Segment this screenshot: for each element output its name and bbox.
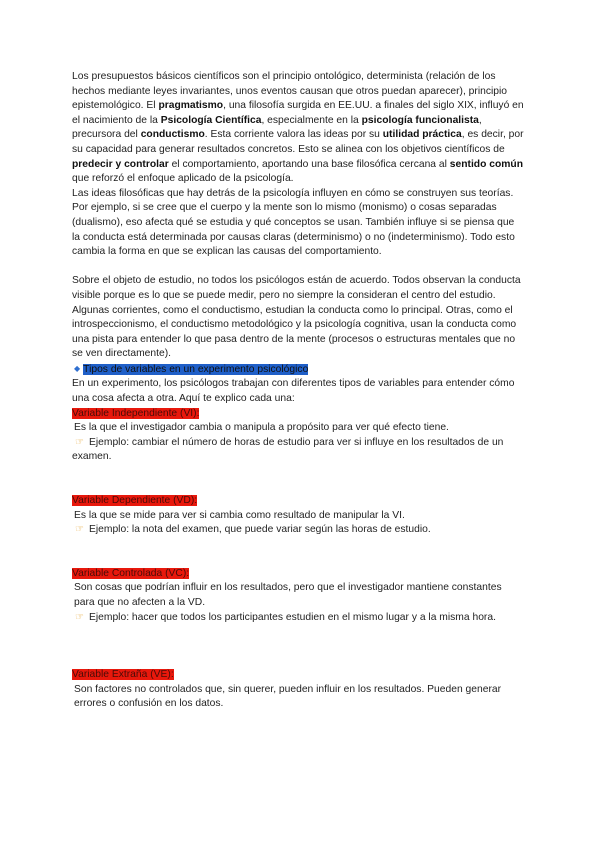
variable-example-vd: ☞ Ejemplo: la nota del examen, que puede variar según las horas de estudio. bbox=[72, 523, 524, 538]
variable-desc-vi: Es la que el investigador cambia o manipula a propósito para ver qué efecto tiene. bbox=[74, 422, 449, 434]
variable-title-ve: Variable Extraña (VE): bbox=[72, 669, 174, 681]
document-page bbox=[72, 70, 524, 712]
variable-example-vi: ☞ Ejemplo: cambiar el número de horas de estudio para ver si influye en los resultados de un examen. bbox=[72, 436, 504, 463]
variable-desc-vd: Es la que se mide para ver si cambia como resultado de manipular la VI. bbox=[74, 509, 405, 521]
bold-sentido-comun: sentido común bbox=[449, 158, 523, 170]
variable-title-vd: Variable Dependiente (VD): bbox=[72, 495, 198, 507]
variable-desc-vc: Son cosas que podrían influir en los resultados, pero que el investigador mantiene constantes para que no afecten a la VD. bbox=[74, 582, 502, 608]
variable-title-vc: Variable Controlada (VC): bbox=[72, 567, 190, 579]
bold-conductismo: conductismo bbox=[140, 129, 205, 141]
intro-paragraph-3: Sobre el objeto de estudio, no todos los psicólogos están de acuerdo. Todos observan la conducta visible porque es lo que se puede medir, pero no siempre la consideran el centro del estudio. Algunas corrientes, como el conductismo, estudian la conducta como lo principal. Otras, como el introspeccionismo, el conductismo metodológico y la psicología cognitiva, usan la conducta como una pista para entender lo que pasa dentro de la mente (procesos o estructuras mentales que no se ven directamente). bbox=[72, 275, 521, 360]
bold-psicologia-funcionalista: psicología funcionalista bbox=[361, 114, 479, 126]
bold-psicologia-cientifica: Psicología Científica bbox=[160, 114, 262, 126]
hand-pointing-right-icon: ☞ bbox=[75, 436, 84, 448]
blue-diamond-icon: ◆ bbox=[74, 363, 81, 373]
section-heading: ◆ Tipos de variables en un experimento psicológico bbox=[74, 363, 309, 375]
bold-pragmatismo: pragmatismo bbox=[158, 100, 224, 112]
hand-pointing-right-icon: ☞ bbox=[75, 611, 84, 623]
bold-predecir-controlar: predecir y controlar bbox=[72, 158, 169, 170]
variable-desc-ve: Son factores no controlados que, sin querer, pueden influir en los resultados. Pueden generar errores o confusión en los datos. bbox=[74, 683, 502, 710]
intro-paragraph-2: Las ideas filosóficas que hay detrás de la psicología influyen en cómo se construyen sus teorías. Por ejemplo, si se cree que el cuerpo y la mente son lo mismo (monismo) o cosas separadas (dualismo), eso afecta qué se estudia y qué conceptos se usan. También influye si se piensa que la conducta está determinada por causas claras (determinismo) o no (indeterminismo). Todo esto cambia la forma en que se explican las causas del comportamiento. bbox=[72, 187, 515, 258]
bold-utilidad-practica: utilidad práctica bbox=[382, 129, 462, 141]
section-intro: En un experimento, los psicólogos trabajan con diferentes tipos de variables para entender cómo una cosa afecta a otra. Aquí te explico cada una: bbox=[72, 378, 515, 405]
variable-example-vc: ☞ Ejemplo: hacer que todos los participantes estudien en el mismo lugar y a la misma hora. bbox=[72, 611, 524, 626]
variable-title-vi: Variable Independiente (VI): bbox=[72, 407, 200, 419]
intro-paragraph-1: Los presupuestos básicos científicos son el principio ontológico, determinista (relación de los hechos mediante leyes invariantes, unos eventos causan que otros puedan aparecer), principio epistemológico. El pragmatismo, una filosofía surgida en EE.UU. a finales del siglo XIX, influyó en el nacimiento de la Psicología Científica, especialmente en la psicología funcionalista, precursora del conductismo. Esta corriente valora las ideas por su utilidad práctica, es decir, por su capacidad para generar resultados concretos. Esto se alinea con los objetivos científicos de predecir y controlar el comportamiento, aportando una base filosófica cercana al sentido común que reforzó el enfoque aplicado de la psicología. bbox=[72, 71, 524, 185]
hand-pointing-right-icon: ☞ bbox=[75, 524, 84, 536]
